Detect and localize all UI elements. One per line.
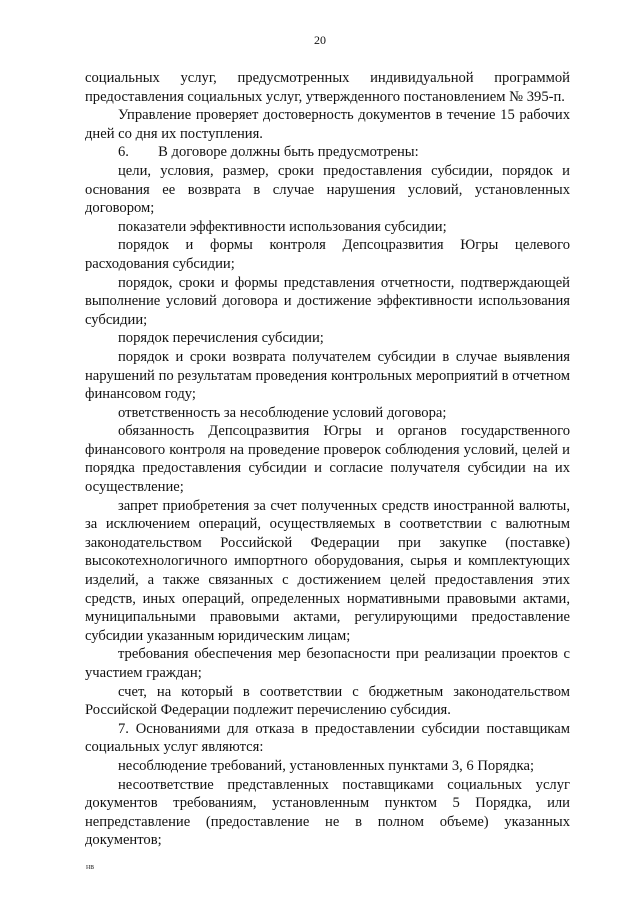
paragraph: запрет приобретения за счет полученных средств иностранной валюты, за исключением операций, осуществляемых в соответствии с валютным законодательством Российской Федерации при закупке (поставке) высокотехнологичного импортного оборудования, сырья и комплектующих изделий, а также связанных с достижением целей предоставления этих средств, иных операций, определенных нормативными правовыми актами, муниципальными правовыми актами, регулирующими предоставление субсидии указанным юридическим лицам; — [85, 497, 570, 644]
paragraph: счет, на который в соответствии с бюджетным законодательством Российской Федерации подлежит перечислению субсидия. — [85, 683, 570, 719]
paragraph: 7. Основаниями для отказа в предоставлении субсидии поставщикам социальных услуг являются: — [85, 720, 570, 756]
paragraph: обязанность Депсоцразвития Югры и органов государственного финансового контроля на проведение проверок соблюдения условий, целей и порядка предоставления субсидии и согласие получателя субсидии на их осуществление; — [85, 423, 570, 496]
paragraph: показатели эффективности использования субсидии; — [118, 218, 447, 235]
paragraph: несоблюдение требований, установленных пунктами 3, 6 Порядка; — [118, 757, 535, 774]
paragraph: порядок перечисления субсидии; — [118, 330, 324, 347]
paragraph: 6. В договоре должны быть предусмотрены: — [118, 144, 419, 161]
footer-initials: нв — [86, 862, 95, 871]
paragraph: социальных услуг, предусмотренных индивидуальной программой предоставления социальных услуг, утвержденного постановлением № 395-п. — [85, 70, 570, 105]
paragraph: порядок и сроки возврата получателем субсидии в случае выявления нарушений по результатам проведения контрольных мероприятий в отчетном финансовом году; — [85, 348, 570, 403]
paragraph: цели, условия, размер, сроки предоставления субсидии, порядок и основания ее возврата в случае нарушения условий, установленных договором; — [85, 162, 570, 217]
paragraph: требования обеспечения мер безопасности при реализации проектов с участием граждан; — [85, 646, 570, 681]
document-body — [85, 69, 570, 850]
page-number: 20 — [314, 33, 326, 47]
paragraph: порядок и формы контроля Депсоцразвития Югры целевого расходования субсидии; — [85, 237, 570, 272]
paragraph: Управление проверяет достоверность документов в течение 15 рабочих дней со дня их поступления. — [85, 107, 570, 142]
paragraph: ответственность за несоблюдение условий договора; — [118, 404, 447, 421]
paragraph: порядок, сроки и формы представления отчетности, подтверждающей выполнение условий договора и достижение эффективности использования субсидии; — [85, 274, 570, 328]
paragraph: несоответствие представленных поставщиками социальных услуг документов требованиям, установленным пунктом 5 Порядка, или непредставление (предоставление не в полном объеме) указанных документов; — [85, 776, 570, 849]
